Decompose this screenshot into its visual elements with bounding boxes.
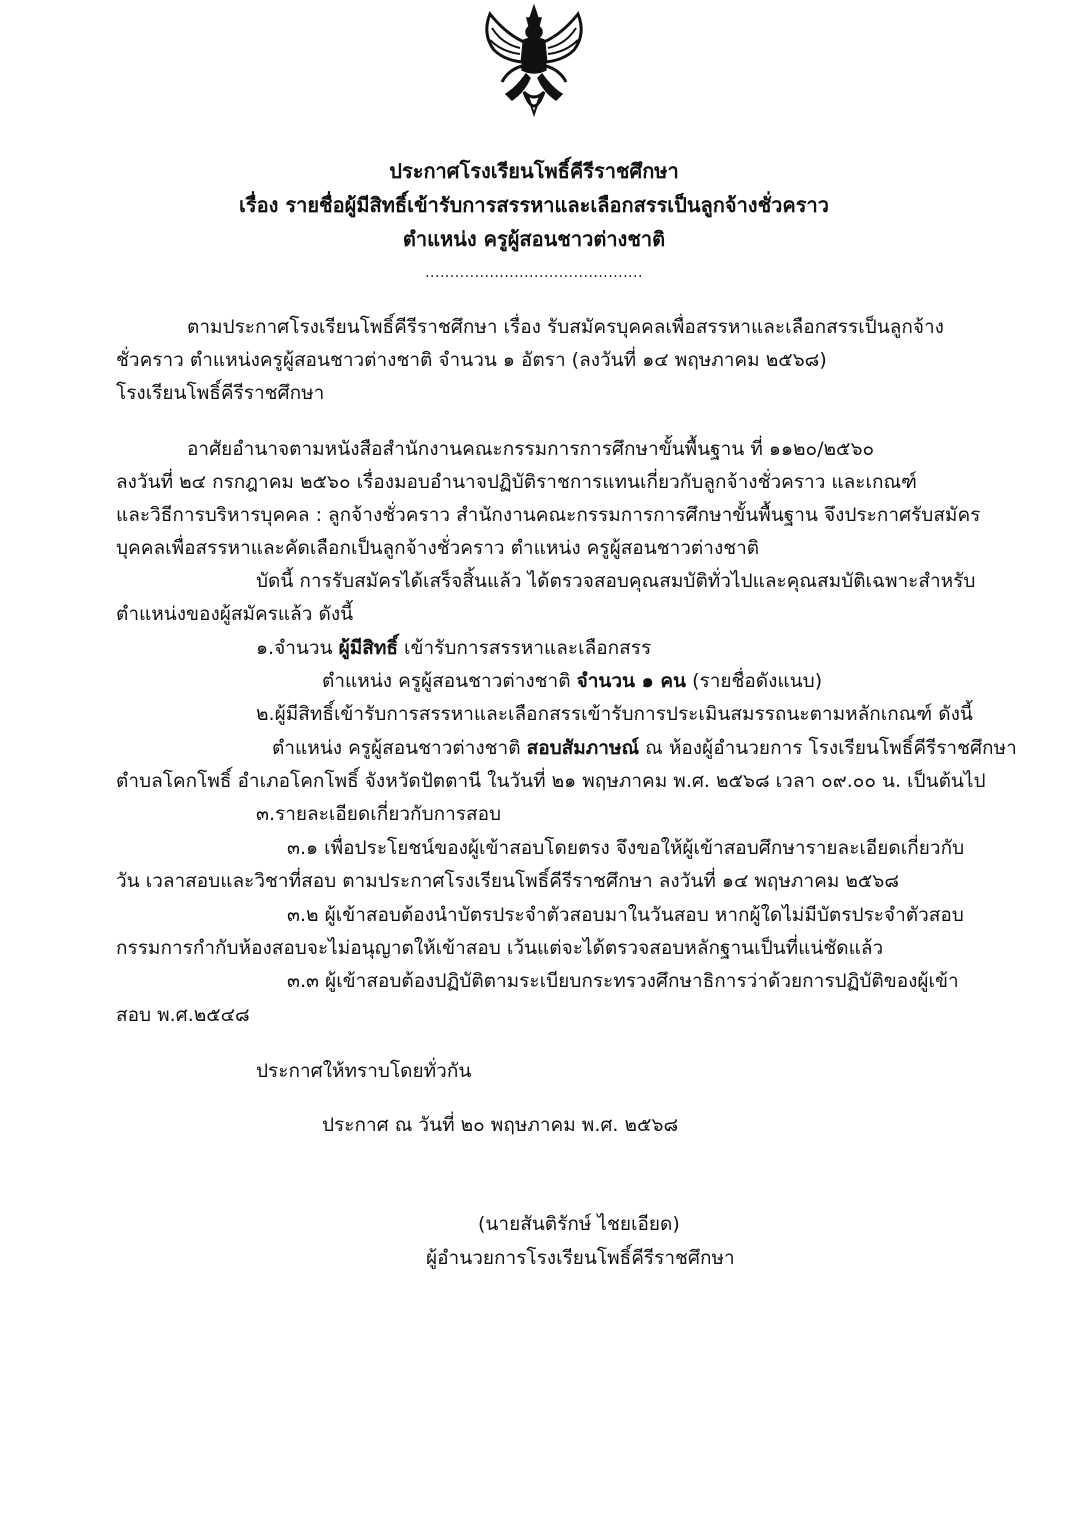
item2-l2-pre: ตำแหน่ง ครูผู้สอนชาวต่างชาติ <box>272 737 527 759</box>
item3-2-line1: ๓.๒ ผู้เข้าสอบต้องนำบัตรประจำตัวสอบมาในวันสอบ หากผู้ใดไม่มีบัตรประจำตัวสอบ <box>287 904 964 926</box>
item1-post: เข้ารับการสรรหาและเลือกสรร <box>397 637 652 659</box>
announcement-title: ประกาศโรงเรียนโพธิ์คีรีราชศึกษา <box>389 159 679 183</box>
para1-line1: ตามประกาศโรงเรียนโพธิ์คีรีราชศึกษา เรื่อง รับสมัครบุคคลเพื่อสรรหาและเลือกสรรเป็นลูกจ้าง <box>187 316 944 338</box>
item1-line2 <box>322 667 822 695</box>
item3-line1: ๓.รายละเอียดเกี่ยวกับการสอบ <box>256 803 502 825</box>
item3-1-line1: ๓.๑ เพื่อประโยชน์ของผู้เข้าสอบโดยตรง จึงขอให้ผู้เข้าสอบศึกษารายละเอียดเกี่ยวกับ <box>287 837 965 859</box>
signatory-title: ผู้อำนวยการโรงเรียนโพธิ์คีรีราชศึกษา <box>426 1247 735 1269</box>
item3-3-line1: ๓.๓ ผู้เข้าสอบต้องปฏิบัติตามระเบียบกระทรวงศึกษาธิการว่าด้วยการปฏิบัติของผู้เข้า <box>287 970 959 992</box>
para2-line2: ลงวันที่ ๒๔ กรกฎาคม ๒๕๖๐ เรื่องมอบอำนาจปฏิบัติราชการแทนเกี่ยวกับลูกจ้างชั่วคราว และเกณฑ์ <box>116 471 917 493</box>
title-divider: ............................................ <box>425 265 643 281</box>
para1-line2: ชั่วคราว ตำแหน่งครูผู้สอนชาวต่างชาติ จำนวน ๑ อัตรา (ลงวันที่ ๑๔ พฤษภาคม ๒๕๖๘) <box>116 349 827 371</box>
item2-l2-bold: สอบสัมภาษณ์ <box>526 737 640 759</box>
para3-line1: บัดนี้ การรับสมัครได้เสร็จสิ้นแล้ว ได้ตรวจสอบคุณสมบัติทั่วไปและคุณสมบัติเฉพาะสำหรับ <box>256 570 976 592</box>
para1-line3: โรงเรียนโพธิ์คีรีราชศึกษา <box>116 382 325 404</box>
closing-notice: ประกาศให้ทราบโดยทั่วกัน <box>256 1060 472 1082</box>
item2-line3: ตำบลโคกโพธิ์ อำเภอโคกโพธิ์ จังหวัดปัตตานี ในวันที่ ๒๑ พฤษภาคม พ.ศ. ๒๕๖๘ เวลา ๐๙.๐๐ น. เป็นต้นไป <box>116 770 986 792</box>
item3-2-line2: กรรมการกำกับห้องสอบจะไม่อนุญาตให้เข้าสอบ เว้นแต่จะได้ตรวจสอบหลักฐานเป็นที่แน่ชัดแล้ว <box>116 937 884 959</box>
garuda-emblem-icon <box>472 4 596 120</box>
item1-pre: ๑.จำนวน <box>256 637 339 659</box>
announcement-position: ตำแหน่ง ครูผู้สอนชาวต่างชาติ <box>402 227 666 251</box>
item2-l2-post: ณ ห้องผู้อำนวยการ โรงเรียนโพธิ์คีรีราชศึกษา <box>639 737 1017 759</box>
item1-l2-bold: จำนวน ๑ คน <box>576 670 687 692</box>
para3-line2: ตำแหน่งของผู้สมัครแล้ว ดังนี้ <box>116 603 354 625</box>
signatory-name: (นายสันติรักษ์ ไชยเอียด) <box>478 1213 680 1235</box>
item1-line1 <box>256 634 651 662</box>
item1-bold: ผู้มีสิทธิ์ <box>338 637 398 659</box>
announcement-subject: เรื่อง รายชื่อผู้มีสิทธิ์เข้ารับการสรรหาและเลือกสรรเป็นลูกจ้างชั่วคราว <box>239 193 829 217</box>
para2-line4: บุคคลเพื่อสรรหาและคัดเลือกเป็นลูกจ้างชั่วคราว ตำแหน่ง ครูผู้สอนชาวต่างชาติ <box>116 537 760 559</box>
item3-1-line2: วัน เวลาสอบและวิชาที่สอบ ตามประกาศโรงเรียนโพธิ์คีรีราชศึกษา ลงวันที่ ๑๔ พฤษภาคม ๒๕๖๘ <box>116 870 900 892</box>
closing-date: ประกาศ ณ วันที่ ๒๐ พฤษภาคม พ.ศ. ๒๕๖๘ <box>322 1114 679 1136</box>
para2-line1: อาศัยอำนาจตามหนังสือสำนักงานคณะกรรมการการศึกษาขั้นพื้นฐาน ที่ ๑๑๒๐/๒๕๖๐ <box>187 438 875 460</box>
item2-line1: ๒.ผู้มีสิทธิ์เข้ารับการสรรหาและเลือกสรรเข้ารับการประเมินสมรรถนะตามหลักเกณฑ์ ดังนี้ <box>256 703 973 725</box>
item1-l2-post: (รายชื่อดังแนบ) <box>686 670 823 692</box>
item1-l2-pre: ตำแหน่ง ครูผู้สอนชาวต่างชาติ <box>322 670 577 692</box>
item2-line2 <box>272 734 1017 762</box>
para2-line3: และวิธีการบริหารบุคคล : ลูกจ้างชั่วคราว สำนักงานคณะกรรมการการศึกษาขั้นพื้นฐาน จึงประกาศรับสมัคร <box>116 504 981 526</box>
item3-3-line2: สอบ พ.ศ.๒๕๔๘ <box>116 1004 250 1026</box>
